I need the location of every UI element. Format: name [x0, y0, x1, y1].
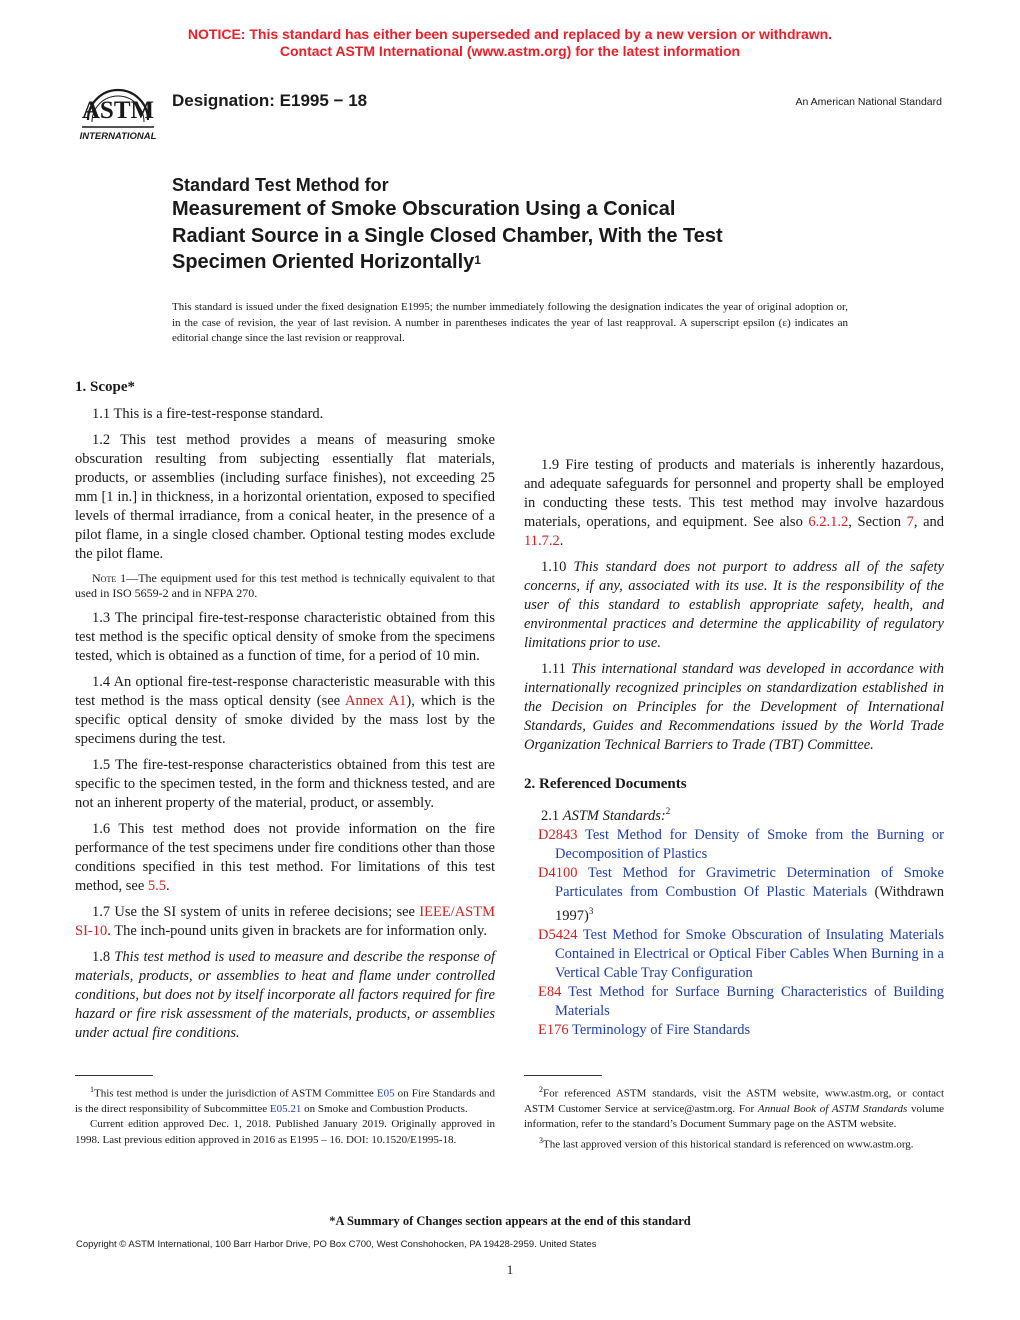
left-column	[75, 378, 495, 1050]
withdrawn-notice	[0, 26, 1020, 60]
title-line-2: Measurement of Smoke Obscuration Using a Conical	[172, 198, 676, 220]
reference-d2843[interactable]: D2843 Test Method for Density of Smoke from the Burning or Decomposition of Plastics	[538, 826, 944, 862]
astm-standards-label: 2.1 ASTM Standards:$^2$	[541, 806, 671, 824]
title-footnote-mark[interactable]: 1	[474, 253, 481, 267]
footnote-3-mark[interactable]: 3	[588, 905, 594, 916]
designation: Designation: E1995 − 18	[172, 91, 368, 110]
footnote-2-mark[interactable]: 2	[665, 806, 671, 816]
section-6-2-1-2-link[interactable]: 6.2.1.2	[808, 514, 849, 530]
para-1-4: 1.4 An optional fire-test-response characteristic measurable with this test method is the mass optical density (see Annex A1), which is the specific optical density of smoke divided by the mass lost by the specimens during the test.	[75, 674, 495, 747]
notice-line-1: NOTICE: This standard has either been superseded and replaced by a new version or withdrawn.	[187, 26, 833, 42]
para-1-2: 1.2 This test method provides a means of measuring smoke obscuration resulting from subjecting essentially flat materials, products, or assemblies (including surface finishes), not exceeding 25 mm [1 in.] in thickness, in a horizontal orientation, exposed to specified levels of thermal irradiance, from a conical heater, in the presence of a pilot flame, in a single closed chamber. Optional testing modes exclude the pilot flame.	[75, 432, 495, 562]
notice-line-2: Contact ASTM International (www.astm.org) for the latest information	[279, 43, 741, 59]
footnote-separator-right	[524, 1075, 602, 1076]
copyright: Copyright © ASTM International, 100 Barr Harbor Drive, PO Box C700, West Conshohocken, PA 19428-2959. United States	[76, 1239, 597, 1250]
committee-e05-link[interactable]: E05	[376, 1087, 395, 1100]
title-line-3: Radiant Source in a Single Closed Chamber, With the Test	[172, 224, 723, 247]
para-1-11: 1.11 This international standard was developed in accordance with internationally recognized principles on standardization established in the Decision on Principles for the Development of International Standards, Guides and Recommendations issued by the World Trade Organization Technical Barriers to Trade (TBT) Committee.	[524, 661, 944, 753]
intro-paragraph: This standard is issued under the fixed designation E1995; the number immediately following the designation indicates the year of original adoption or, in the case of revision, the year of last revision. A number in parentheses indicates the year of last reapproval. A superscript epsilon (ε) indicates an editorial change since the last revision or reapproval.	[172, 301, 848, 344]
para-1-3: 1.3 The principal fire-test-response characteristic obtained from this test method is the specific optical density of smoke from the specimens tested, which is obtained as a function of time, for a period of 10 min.	[75, 610, 495, 664]
page-number: 1	[506, 1262, 514, 1277]
section-7-link[interactable]: 7	[906, 514, 914, 530]
note-label: Note 1	[92, 571, 127, 585]
footnote-2: $^2$For referenced ASTM standards, visit the ASTM website, www.astm.org, or contact ASTM Customer Service at service@astm.org. For Annual Book of ASTM Standards volume information, refer to the standard’s Document Summary page on the ASTM website.	[524, 1085, 945, 1131]
para-1-1: 1.1 This is a fire-test-response standard.	[92, 406, 324, 422]
right-column	[524, 378, 944, 1040]
footnotes-right	[524, 1082, 944, 1153]
section-5-5-link[interactable]: 5.5	[147, 878, 167, 894]
annex-a1-link[interactable]: Annex A1	[345, 693, 407, 709]
subcommittee-e05-21-link[interactable]: E05.21	[269, 1102, 302, 1115]
para-1-5: 1.5 The fire-test-response characteristics obtained from this test are specific to the specimen tested, in the form and thickness tested, and are not an inherent property of the material, product, or assembly.	[75, 757, 495, 811]
section-11-7-2-link[interactable]: 11.7.2	[524, 533, 560, 549]
reference-list	[524, 826, 944, 1040]
footnote-separator-left	[75, 1075, 153, 1076]
footnotes-left	[75, 1082, 495, 1148]
american-national-standard: An American National Standard	[795, 96, 942, 108]
note-1	[75, 571, 495, 601]
para-1-6: 1.6 This test method does not provide information on the fire performance of the test specimens under fire conditions other than those conditions specified in this test method. For limitations of this test method, see 5.5.	[75, 821, 495, 894]
para-1-9: 1.9 Fire testing of products and materials is inherently hazardous, and adequate safeguards for personnel and property shall be employed in conducting these tests. This test method may involve hazardous materials, operations, and equipment. See also 6.2.1.2, Section 7, and 11.7.2.	[524, 457, 945, 549]
logo-letters: ASTM	[81, 97, 155, 124]
footnote-1-edition: Current edition approved Dec. 1, 2018. Published January 2019. Originally approved in 1998. Last previous edition approved in 2016 as E1995 – 16. DOI: 10.1520/E1995-18.	[75, 1118, 495, 1146]
reference-d5424[interactable]: D5424 Test Method for Smoke Obscuration of Insulating Materials Contained in Electrical or Optical Fiber Cables When Burning in a Vertical Cable Tray Configuration	[538, 926, 944, 981]
note-text: —The equipment used for this test method is technically equivalent to that used in ISO 5659-2 and in NFPA 270.	[75, 571, 496, 600]
summary-of-changes-note: *A Summary of Changes section appears at the end of this standard	[329, 1214, 691, 1228]
para-1-7: 1.7 Use the SI system of units in referee decisions; see IEEE/ASTM SI-10. The inch-pound units given in brackets are for information only.	[75, 904, 495, 939]
para-1-10: 1.10 This standard does not purport to address all of the safety concerns, if any, associated with its use. It is the responsibility of the user of this standard to establish appropriate safety, health, and environmental practices and determine the applicability of regulatory limitations prior to use.	[524, 559, 944, 651]
title-line-1: Standard Test Method for	[172, 175, 389, 195]
scope-heading: 1. Scope*	[75, 379, 135, 395]
referenced-documents-heading: 2. Referenced Documents	[524, 776, 687, 792]
footnote-3: $^3$The last approved version of this historical standard is referenced on www.astm.org.	[539, 1135, 914, 1151]
document-title	[172, 174, 872, 276]
footnote-1: $^1$This test method is under the jurisdiction of ASTM Committee E05 on Fire Standards and is the direct responsibility of Subcommittee E05.21 on Smoke and Combustion Products.	[75, 1085, 495, 1115]
para-1-8: 1.8 This test method is used to measure and describe the response of materials, products, or assemblies to heat and flame under controlled conditions, but does not by itself incorporate all factors required for fire hazard or fire risk assessment of the materials, products, or assemblies under actual fire conditions.	[75, 949, 495, 1041]
reference-d4100[interactable]: D4100 Test Method for Gravimetric Determination of Smoke Particulates from Combustion Of Plastic Materials (Withdrawn 1997)$^3$	[538, 864, 944, 924]
reference-e176[interactable]: E176 Terminology of Fire Standards	[538, 1021, 751, 1038]
logo-text: INTERNATIONAL	[79, 131, 157, 142]
astm-logo-icon	[76, 78, 160, 144]
reference-e84[interactable]: E84 Test Method for Surface Burning Characteristics of Building Materials	[538, 983, 944, 1019]
ieee-si10-link[interactable]: IEEE/ASTM SI-10	[75, 904, 495, 939]
title-line-4: Specimen Oriented Horizontally	[172, 251, 475, 273]
